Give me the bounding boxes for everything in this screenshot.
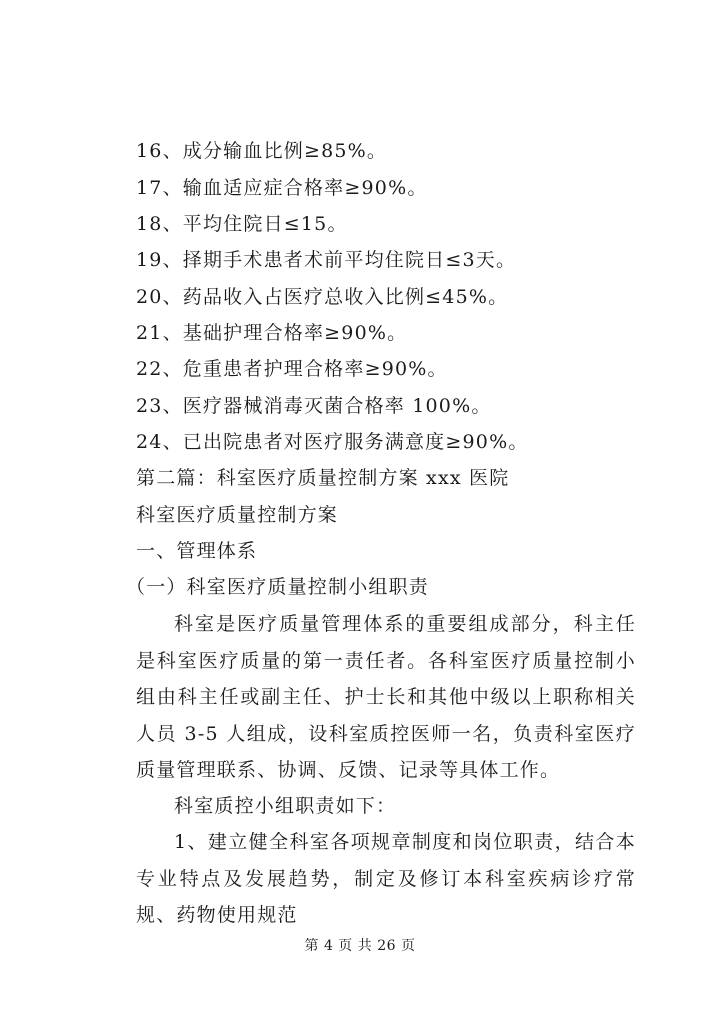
list-item-20: 20、药品收入占医疗总收入比例≤45%。 [136,286,509,308]
list-item-19: 19、择期手术患者术前平均住院日≤3天。 [136,249,517,271]
paragraph-qc-group-intro: 科室是医疗质量管理体系的重要组成部分，科主任是科室医疗质量的第一责任者。各科室医疗质量控制小组由科主任或副主任、护士长和其他中级以上职称相关人员 3-5 人组成，设科室质控医师一名，负责科室医疗质量管理联系、协调、反馈、记录等具体工作。 [136,613,636,781]
paragraph-duty-1: 1、建立健全科室各项规章制度和岗位职责，结合本专业特点及发展趋势，制定及修订本科室疾病诊疗常规、药物使用规范 [136,831,636,926]
list-item-16: 16、成分输血比例≥85%。 [136,140,388,162]
list-item-18: 18、平均住院日≤15。 [136,213,348,235]
heading-management-system: 一、管理体系 [136,540,258,562]
list-item-22: 22、危重患者护理合格率≥90%。 [136,358,448,380]
list-item-24: 24、已出院患者对医疗服务满意度≥90%。 [136,431,529,453]
document-title: 科室医疗质量控制方案 [136,504,339,526]
section-heading: 第二篇：科室医疗质量控制方案 xxx 医院 [136,467,510,489]
heading-qc-group-duties: （一）科室医疗质量控制小组职责 [126,576,430,598]
list-item-23: 23、医疗器械消毒灭菌合格率 100%。 [136,395,492,417]
paragraph-duties-lead: 科室质控小组职责如下： [174,795,397,817]
page-footer: 第 4 页 共 26 页 [304,938,416,954]
list-item-21: 21、基础护理合格率≥90%。 [136,322,408,344]
list-item-17: 17、输血适应症合格率≥90%。 [136,177,428,199]
